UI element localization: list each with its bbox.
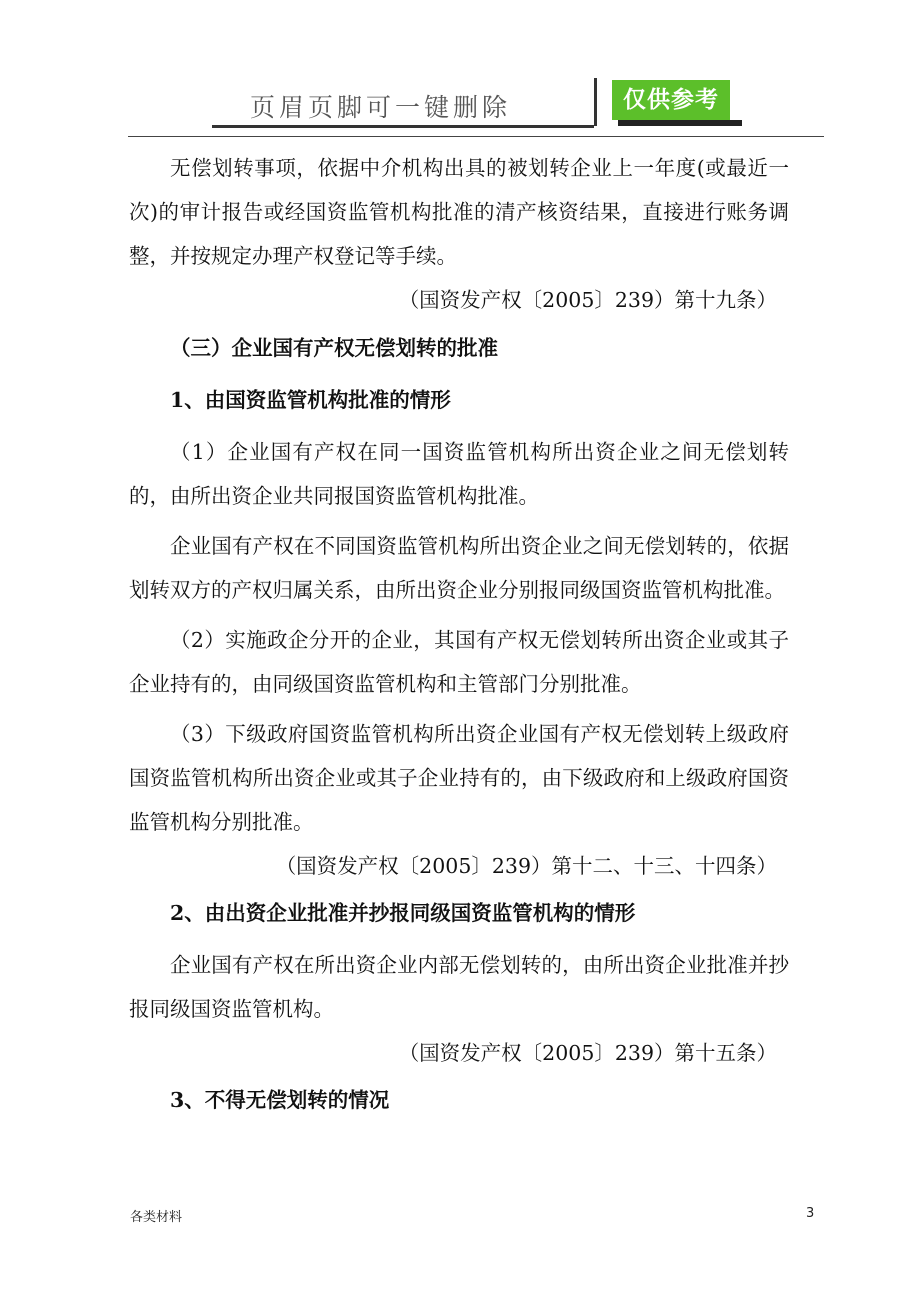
paragraph: 企业国有产权在所出资企业内部无偿划转的，由所出资企业批准并抄报同级国资监管机构。 — [129, 953, 789, 1021]
citation: （国资发产权〔2005〕239）第十九条） — [398, 288, 777, 312]
paragraph: （1）企业国有产权在同一国资监管机构所出资企业之间无偿划转的，由所出资企业共同报国资监管机构批准。 — [129, 440, 789, 508]
citation: （国资发产权〔2005〕239）第十二、十三、十四条） — [275, 854, 777, 878]
paragraph: 无偿划转事项，依据中介机构出具的被划转企业上一年度(或最近一次)的审计报告或经国资监管机构批准的清产核资结果，直接进行账务调整，并按规定办理产权登记等手续。 — [129, 156, 789, 268]
citation: （国资发产权〔2005〕239）第十五条） — [398, 1041, 777, 1065]
subsection-heading: 2、由出资企业批准并抄报同级国资监管机构的情形 — [170, 901, 636, 925]
header-text: 页眉页脚可一键删除 — [250, 93, 512, 122]
paragraph: （2）实施政企分开的企业，其国有产权无偿划转所出资企业或其子企业持有的，由同级国资监管机构和主管部门分别批准。 — [129, 628, 789, 696]
section-heading: （三）企业国有产权无偿划转的批准 — [170, 336, 498, 360]
paragraph: （3）下级政府国资监管机构所出资企业国有产权无偿划转上级政府国资监管机构所出资企业或其子企业持有的，由下级政府和上级政府国资监管机构分别批准。 — [129, 722, 789, 834]
document-body — [129, 146, 789, 1130]
reference-stamp: 仅供参考 — [612, 80, 730, 120]
subsection-heading: 3、不得无偿划转的情况 — [170, 1088, 390, 1112]
stamp-shadow — [618, 120, 742, 126]
subsection-heading: 1、由国资监管机构批准的情形 — [170, 388, 451, 412]
paragraph: 企业国有产权在不同国资监管机构所出资企业之间无偿划转的，依据划转双方的产权归属关系，由所出资企业分别报同级国资监管机构批准。 — [129, 534, 789, 602]
header-rule — [128, 136, 824, 137]
footer-label: 各类材料 — [130, 1210, 183, 1225]
page-header — [0, 0, 920, 140]
header-divider — [594, 78, 597, 126]
header-underline — [212, 125, 594, 128]
page-number: 3 — [806, 1206, 815, 1221]
